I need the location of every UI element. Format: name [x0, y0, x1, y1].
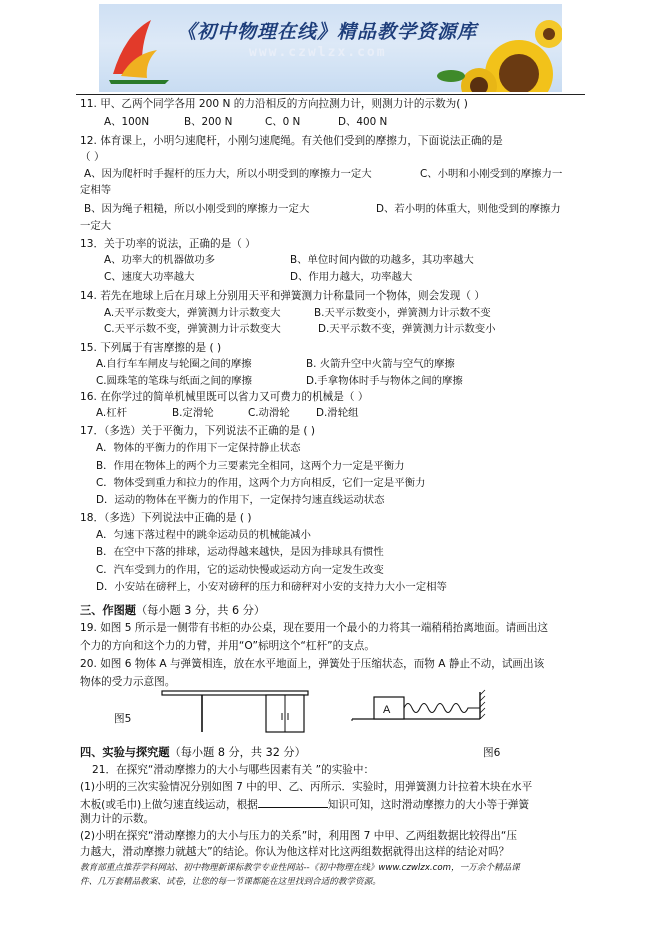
- q14-option-c: C.天平示数不变，弹簧测力计示数变大: [104, 323, 281, 335]
- q18-option-d: D．小安站在磅秤上，小安对磅秤的压力和磅秤对小安的支持力大小一定相等: [96, 581, 447, 593]
- q11-option-c: C、0 N: [265, 116, 301, 128]
- q12-option-b: B、因为绳子粗糙，所以小刚受到的摩擦力一定大: [84, 203, 310, 215]
- question-14-stem: 14. 若先在地球上后在月球上分别用天平和弹簧测力计称量同一个物体，则会发现（ ）: [80, 290, 485, 302]
- section-3-heading: [80, 603, 265, 618]
- section-3-subtitle: （每小题 3 分，共 6 分）: [135, 604, 266, 617]
- section-4-title: 四、实验与探究题: [80, 746, 170, 759]
- question-19-line1: 19. 如图 5 所示是一侧带有书柜的办公桌，现在要用一个最小的力将其一端稍稍抬离地面。请画出这: [80, 622, 549, 634]
- section-4-heading: [80, 745, 306, 760]
- header-url: www.czwlzx.com: [249, 45, 387, 60]
- question-13-stem: 13．关于功率的说法，正确的是（ ）: [80, 238, 256, 250]
- q12-option-c-cont: 定相等: [80, 184, 112, 196]
- q18-option-a: A．匀速下落过程中的跳伞运动员的机械能减小: [96, 529, 311, 541]
- question-12-stem: 12. 体育课上，小明匀速爬杆，小刚匀速爬绳。有关他们受到的摩擦力，下面说法正确的是: [80, 135, 503, 147]
- q12-option-d-cont: 一定大: [80, 220, 112, 232]
- q15-option-d: D.手拿物体时手与物体之间的摩擦: [306, 375, 463, 387]
- q13-option-d: D、作用力越大，功率越大: [290, 271, 413, 283]
- question-21-part2-line2: 力越大，滑动摩擦力就越大”的结论。你认为他这样对比这两组数据就得出这样的结论对吗？: [80, 846, 510, 858]
- question-12-bracket: （ ）: [80, 151, 105, 163]
- q16-option-b: B.定滑轮: [172, 407, 214, 419]
- q14-option-d: D.天平示数不变，弹簧测力计示数变小: [318, 323, 496, 335]
- figure-6-caption: 图6: [483, 747, 501, 759]
- header-rule: [76, 94, 585, 95]
- q15-option-b: B. 火箭升空中火箭与空气的摩擦: [306, 358, 455, 370]
- q11-option-a: A、100N: [104, 116, 150, 128]
- question-21-part2-line1: (2)小明在探究“滑动摩擦力的大小与压力的关系”时，利用图 7 中甲、乙两组数据比较得出“压: [80, 830, 517, 842]
- logo-icon: [109, 20, 169, 84]
- q13-option-a: A、功率大的机器做功多: [104, 254, 216, 266]
- q13-option-c: C、速度大功率越大: [104, 271, 195, 283]
- question-16-stem: 16. 在你学过的简单机械里既可以省力又可费力的机械是（ ）: [80, 391, 369, 403]
- footer-line-2: 件、几万套精品教案、试卷，让您的每一节课都能在这里找到合适的教学资源。: [80, 877, 381, 887]
- figure-5-caption: 图5: [114, 713, 132, 725]
- part1-text-before-blank: 木板(或毛巾)上做匀速直线运动，根据: [80, 799, 258, 811]
- q16-option-d: D.滑轮组: [316, 407, 359, 419]
- question-18-stem: 18．（多选）下列说法中正确的是 ( ): [80, 512, 252, 524]
- section-3-title: 三、作图题: [80, 604, 136, 617]
- q16-option-c: C.动滑轮: [248, 407, 290, 419]
- question-21-stem: 21．在探究“滑动摩擦力的大小与哪些因素有关 ”的实验中：: [92, 764, 375, 776]
- question-21-part1-line1: (1)小明的三次实验情况分别如图 7 中的甲、乙、丙所示．实验时，用弹簧测力计拉着木块在水平: [80, 781, 533, 793]
- q14-option-b: B.天平示数变小，弹簧测力计示数不变: [314, 307, 491, 319]
- q18-option-c: C．汽车受到力的作用，它的运动快慢或运动方向一定发生改变: [96, 564, 384, 576]
- answer-blank[interactable]: [258, 796, 328, 808]
- q17-option-d: D．运动的物体在平衡力的作用下，一定保持匀速直线运动状态: [96, 494, 385, 506]
- figure-5-desk: [160, 688, 310, 738]
- q17-option-c: C．物体受到重力和拉力的作用，这两个力方向相反，它们一定是平衡力: [96, 477, 426, 489]
- header-banner: [99, 4, 562, 92]
- figure-6-box-label: A: [383, 704, 391, 716]
- footer-line-1: 教育部重点推荐学科网站、初中物理新课标教学专业性网站--《初中物理在线》www.czwlzx.com，一万余个精品课: [80, 863, 520, 873]
- q14-option-a: A.天平示数变大，弹簧测力计示数变大: [104, 307, 281, 319]
- section-4-subtitle: （每小题 8 分，共 32 分）: [169, 746, 306, 759]
- question-20-line1: 20. 如图 6 物体 A 与弹簧相连，放在水平地面上，弹簧处于压缩状态，而物 A 静止不动，试画出该: [80, 658, 545, 670]
- q11-option-b: B、200 N: [184, 116, 233, 128]
- question-21-part1-line3: 测力计的示数。: [80, 813, 155, 825]
- q15-option-a: A.自行车车闸皮与轮圈之间的摩擦: [96, 358, 252, 370]
- part1-text-after-blank: 知识可知，这时滑动摩擦力的大小等于弹簧: [327, 799, 530, 811]
- question-19-line2: 个力的方向和这个力的力臂，并用“O”标明这个“杠杆”的支点。: [80, 640, 375, 652]
- figure-6-block-spring: [350, 688, 490, 722]
- header-title: 《初中物理在线》精品教学资源库: [177, 21, 478, 43]
- q12-option-c: C、小明和小刚受到的摩擦力一: [420, 168, 563, 180]
- q12-option-a: A、因为爬杆时手握杆的压力大，所以小明受到的摩擦力一定大: [84, 168, 372, 180]
- q13-option-b: B、单位时间内做的功越多，其功率越大: [290, 254, 474, 266]
- q17-option-a: A．物体的平衡力的作用下一定保持静止状态: [96, 442, 301, 454]
- question-11-stem: 11. 甲、乙两个同学各用 200 N 的力沿相反的方向拉测力计，则测力计的示数为( ): [80, 98, 468, 110]
- q18-option-b: B．在空中下落的排球，运动得越来越快，是因为排球具有惯性: [96, 546, 384, 558]
- question-15-stem: 15. 下列属于有害摩擦的是 ( ): [80, 342, 222, 354]
- question-17-stem: 17．（多选）关于平衡力，下列说法不正确的是 ( ): [80, 425, 316, 437]
- question-20-line2: 物体的受力示意图。: [80, 676, 176, 688]
- q15-option-c: C.圆珠笔的笔珠与纸面之间的摩擦: [96, 375, 253, 387]
- q12-option-d: D、若小明的体重大，则他受到的摩擦力: [376, 203, 561, 215]
- q11-option-d: D、400 N: [338, 116, 388, 128]
- q17-option-b: B．作用在物体上的两个力三要素完全相同，这两个力一定是平衡力: [96, 460, 405, 472]
- q16-option-a: A.杠杆: [96, 407, 128, 419]
- question-21-part1-line2: [80, 796, 529, 812]
